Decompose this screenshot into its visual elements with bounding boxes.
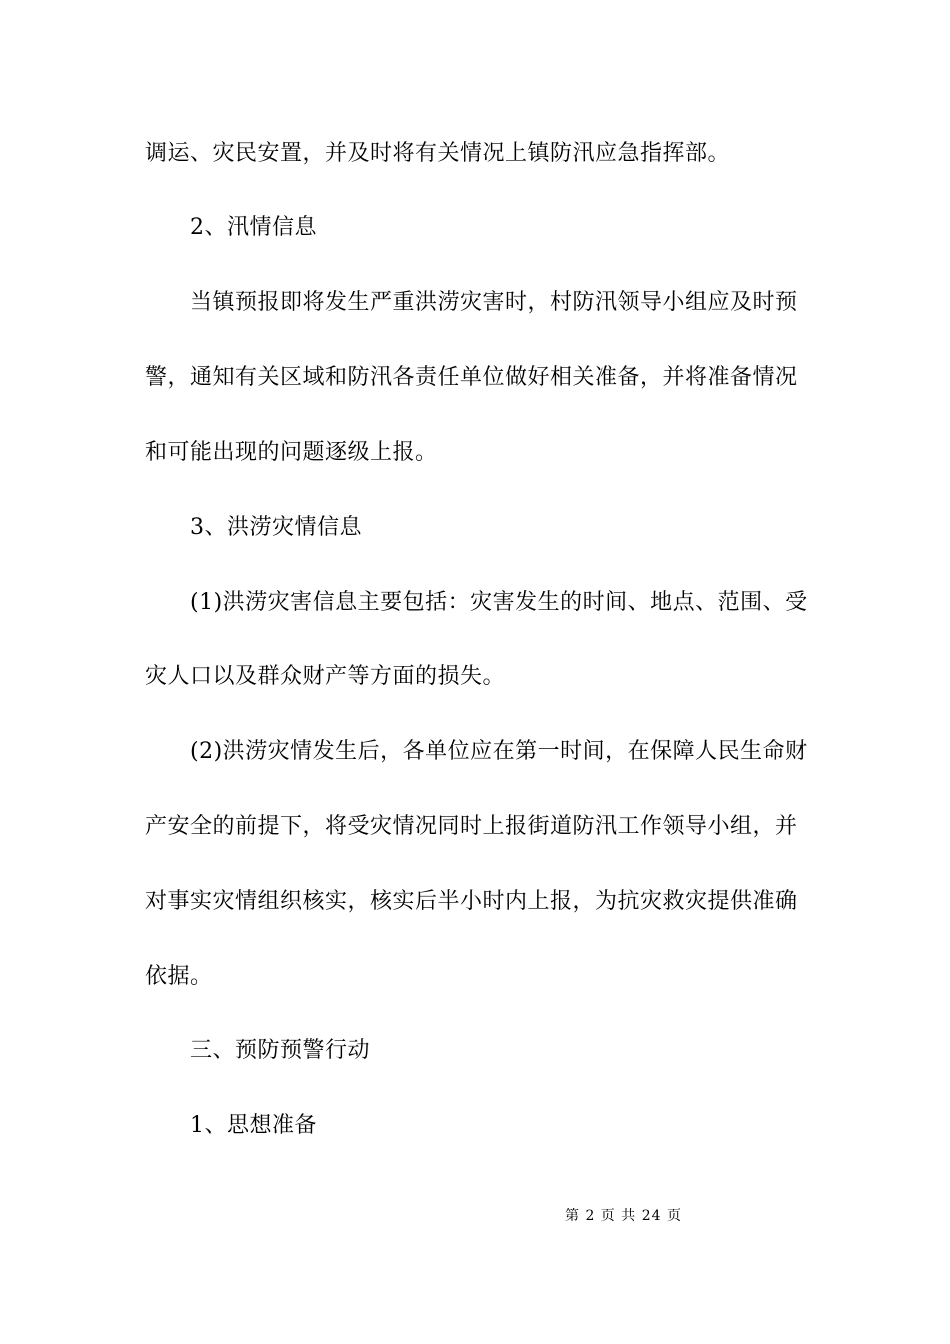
paragraph-line: (1)洪涝灾害信息主要包括：灾害发生的时间、地点、范围、受 xyxy=(190,590,808,615)
paragraph-line: 警，通知有关区域和防汛各责任单位做好相关准备，并将准备情况 xyxy=(145,365,798,390)
paragraph-line: (2)洪涝灾情发生后，各单位应在第一时间，在保障人民生命财 xyxy=(190,739,808,764)
paragraph-line: 依据。 xyxy=(145,964,213,989)
section-heading: 3、洪涝灾情信息 xyxy=(190,515,362,540)
paragraph-line: 对事实灾情组织核实，核实后半小时内上报，为抗灾救灾提供准确 xyxy=(145,889,798,914)
page-number: 第 2 页 共 24 页 xyxy=(565,1208,682,1224)
paragraph-line: 灾人口以及群众财产等方面的损失。 xyxy=(145,664,506,689)
paragraph-line: 和可能出现的问题逐级上报。 xyxy=(145,440,438,465)
paragraph-line: 产安全的前提下，将受灾情况同时上报街道防汛工作领导小组，并 xyxy=(145,814,798,839)
paragraph-line: 当镇预报即将发生严重洪涝灾害时，村防汛领导小组应及时预 xyxy=(190,290,798,315)
section-heading: 1、思想准备 xyxy=(190,1113,317,1138)
paragraph-line: 调运、灾民安置，并及时将有关情况上镇防汛应急指挥部。 xyxy=(145,141,731,166)
section-heading: 三、预防预警行动 xyxy=(190,1038,371,1063)
section-heading: 2、汛情信息 xyxy=(190,215,317,240)
